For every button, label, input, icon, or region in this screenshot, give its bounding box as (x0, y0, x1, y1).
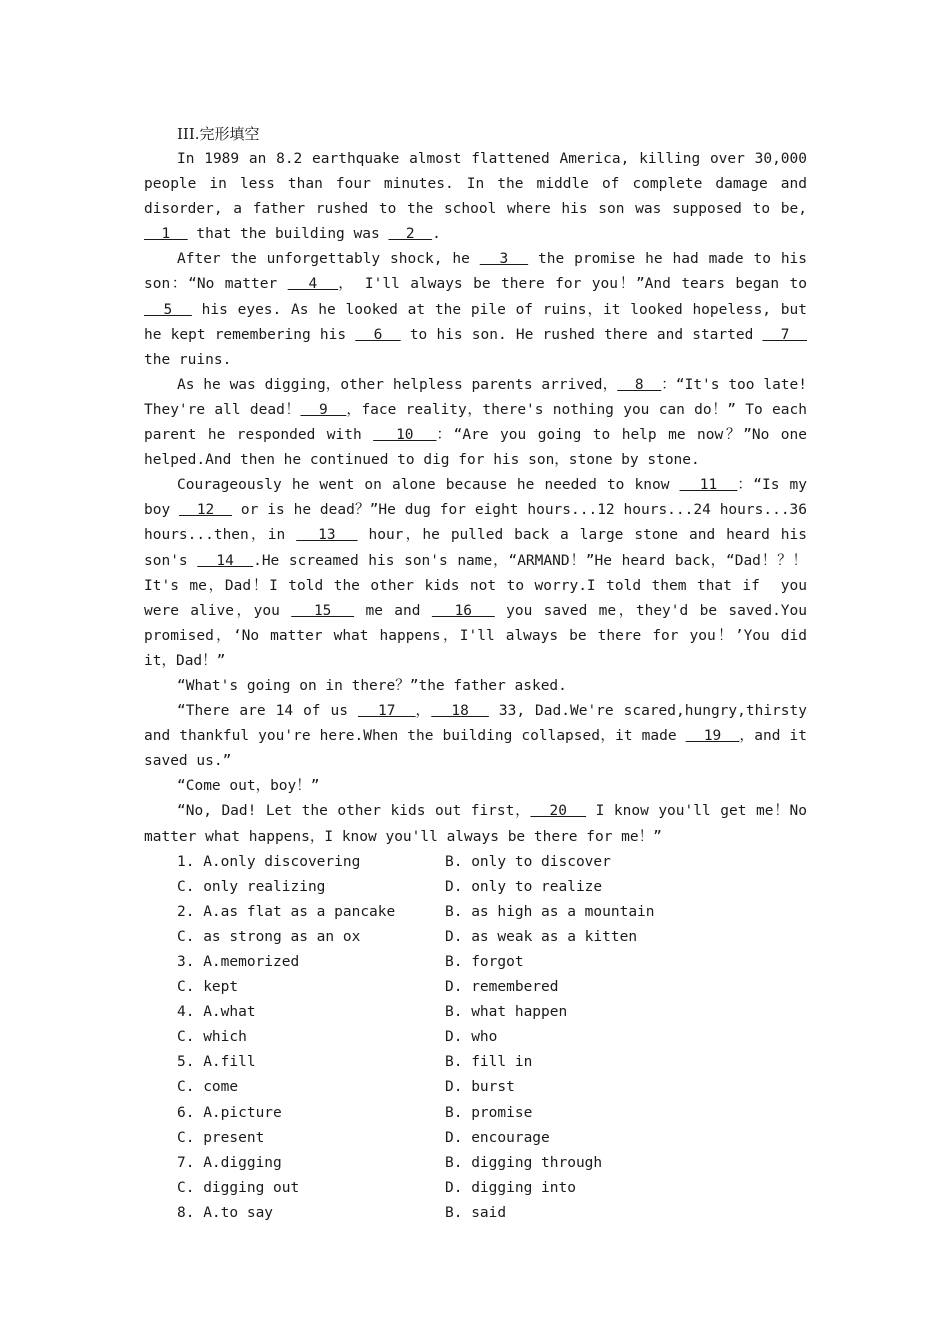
option-right: D. who (445, 1029, 498, 1046)
passage-text: to his son. He rushed there and started (400, 326, 763, 343)
passage-text: you saved me，they'd be saved.You promised，‘No matter what happens，I'll always be there for you！’You did it，Dad！” (144, 602, 816, 669)
option-left: 4. A.what (177, 1004, 256, 1021)
option-left: C. come (177, 1079, 239, 1096)
answer-options (144, 850, 807, 1226)
passage-text: ， (415, 703, 432, 720)
passage-text: that the building was (187, 226, 389, 243)
cloze-passage (144, 147, 816, 850)
blank-number: 8 (617, 376, 662, 393)
blank-number: 10 (373, 427, 437, 444)
option-left: C. digging out (177, 1179, 300, 1196)
passage-text: hour，he pulled back a large stone and heard his son's (144, 527, 816, 569)
passage-text: 33, Dad.We're scared,hungry,thirsty and thankful you're here.When the building collapsed，it made (144, 703, 816, 745)
option-right: D. as weak as a kitten (445, 928, 638, 945)
option-row (144, 925, 807, 950)
passage-text: “No, Dad! Let the other kids out first， (177, 803, 531, 820)
option-right: B. promise (445, 1104, 533, 1121)
passage-text: ：“Is my boy (144, 477, 816, 519)
passage-text: .He screamed his son's name，“ARMAND！”He heard back，“Dad！？！It's me，Dad！I told the other kids not to worry.I told them that if you were alive，you (144, 552, 816, 619)
option-row (144, 1000, 807, 1025)
option-row (144, 975, 807, 1000)
passage-paragraph (144, 247, 816, 372)
passage-text: “Come out，boy！” (177, 778, 320, 795)
passage-text: me and (354, 602, 432, 619)
option-left: 5. A.fill (177, 1054, 256, 1071)
option-row (144, 1025, 807, 1050)
option-right: D. only to realize (445, 878, 603, 895)
blank-number: 4 (287, 276, 339, 293)
option-right: B. fill in (445, 1054, 533, 1071)
blank-number: 11 (679, 477, 738, 494)
passage-text: ：“It's too late! They're all dead！ (144, 376, 816, 418)
option-row (144, 1050, 807, 1075)
passage-text: I know you'll get me！No matter what happens，I know you'll always be there for me！” (144, 803, 816, 845)
option-left: C. as strong as an ox (177, 928, 361, 945)
passage-text: the ruins. (144, 326, 816, 368)
blank-number: 12 (179, 502, 233, 519)
passage-text: . (432, 226, 441, 243)
passage-text: ：“Are you going to help me now？”No one helped.And then he continued to dig for his son，stone by stone. (144, 427, 816, 469)
option-right: B. said (445, 1204, 507, 1221)
option-left: 7. A.digging (177, 1154, 282, 1171)
option-right: D. burst (445, 1079, 515, 1096)
option-left: 8. A.to say (177, 1204, 274, 1221)
option-left: C. which (177, 1029, 247, 1046)
passage-text: the promise he had made to his son：“No matter (144, 251, 816, 293)
passage-text: or is he dead？”He dug for eight hours...12 hours...24 hours...36 hours...then，in (144, 502, 816, 544)
passage-text: his eyes. As he looked at the pile of ruins，it looked hopeless, but he kept remembering his (144, 301, 816, 343)
passage-text: ，and it saved us.” (144, 728, 816, 770)
passage-text: As he was digging，other helpless parents arrived， (177, 376, 618, 393)
option-row (144, 1101, 807, 1126)
passage-paragraph (144, 147, 816, 247)
blank-number: 3 (479, 251, 529, 268)
option-right: D. remembered (445, 979, 559, 996)
passage-text: After the unforgettably shock, he (177, 251, 480, 268)
blank-number: 1 (144, 226, 188, 243)
option-right: B. only to discover (445, 853, 611, 870)
option-row (144, 1151, 807, 1176)
blank-number: 6 (355, 326, 401, 343)
option-right: D. encourage (445, 1129, 550, 1146)
passage-text: In 1989 an 8.2 earthquake almost flattened America, killing over 30,000 people in less than four minutes. In the middle of complete damage and disorder, a father rushed to the school where his son was supposed to be, (144, 151, 816, 218)
option-left: C. present (177, 1129, 265, 1146)
option-left: 6. A.picture (177, 1104, 282, 1121)
document-content (144, 122, 816, 1226)
option-right: B. digging through (445, 1154, 603, 1171)
blank-number: 2 (388, 226, 433, 243)
option-row (144, 1075, 807, 1100)
passage-text: Courageously he went on alone because he needed to know (177, 477, 680, 494)
blank-number: 15 (291, 602, 355, 619)
option-row (144, 900, 807, 925)
option-row (144, 1126, 807, 1151)
option-right: B. as high as a mountain (445, 903, 655, 920)
passage-paragraph (144, 473, 816, 674)
option-left: C. only realizing (177, 878, 326, 895)
passage-paragraph (144, 774, 807, 799)
option-left: 3. A.memorized (177, 954, 300, 970)
blank-number: 18 (431, 703, 489, 720)
blank-number: 7 (762, 326, 808, 343)
passage-paragraph (144, 799, 816, 849)
blank-number: 5 (144, 301, 192, 318)
option-left: 2. A.as flat as a pancake (177, 903, 396, 920)
blank-number: 14 (197, 552, 254, 569)
blank-number: 16 (431, 602, 495, 619)
option-row (144, 950, 807, 975)
option-row (144, 875, 807, 900)
option-row (144, 1201, 807, 1226)
passage-text: “What's going on in there？”the father asked. (177, 677, 567, 694)
option-row (144, 1176, 807, 1201)
blank-number: 9 (300, 401, 347, 418)
option-left: C. kept (177, 979, 239, 996)
passage-text: “There are 14 of us (177, 703, 359, 720)
blank-number: 20 (530, 803, 587, 820)
passage-text: ， I'll always be there for you！”And tears began to (338, 276, 816, 293)
option-right: B. forgot (445, 954, 524, 970)
blank-number: 13 (296, 527, 358, 544)
option-left: 1. A.only discovering (177, 853, 361, 870)
blank-number: 19 (685, 728, 740, 745)
option-right: B. what happen (445, 1004, 568, 1021)
option-right: D. digging into (445, 1179, 576, 1196)
passage-paragraph (144, 699, 816, 774)
option-row (144, 850, 807, 875)
passage-paragraph (144, 674, 807, 699)
section-heading: III.完形填空 (177, 125, 260, 143)
blank-number: 17 (358, 703, 416, 720)
passage-paragraph (144, 373, 816, 473)
passage-text: ，face reality，there's nothing you can do！” To each parent he responded with (144, 401, 816, 444)
